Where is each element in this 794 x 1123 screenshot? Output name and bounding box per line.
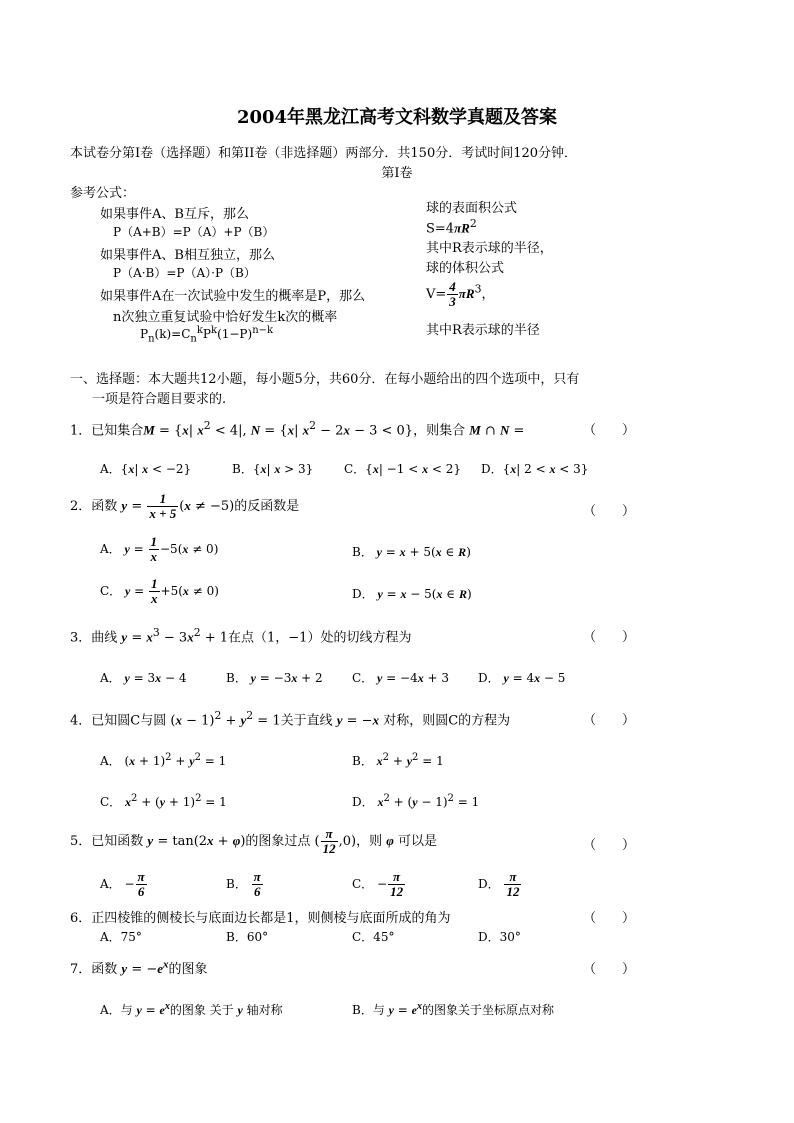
formula-left-6: n次独立重复试验中恰好发生k次的概率 [113,310,338,325]
q4-option-c: C． $x^2 + (y + 1)^2 = 1$ [100,793,227,809]
q2-option-d: D． y = x − 5(x ∈ R) [352,587,472,601]
q1-option-b: B．{x| x > 3} [232,462,314,476]
formula-right-2: $S=4\pi R^2$ [426,217,477,237]
formula-left-5: 如果事件A在一次试验中发生的概率是P，那么 [100,289,366,304]
q3-option-d: D． y = 4x − 5 [478,671,566,685]
formula-left-4: P（A·B）=P（A）·P（B） [113,266,256,280]
q4-option-b: B． $x^2 + y^2 = 1$ [352,752,444,768]
q2-option-a: A． y = $\frac{1}{x}$ −5(x ≠ 0) [100,534,219,564]
q5-answer-paren: （ ） [583,838,636,853]
q7-option-a: A．与 $y = e^x$的图象 关于 y 轴对称 [100,1001,283,1017]
q5-option-b: B． $\frac{\pi}{6}$ [226,869,261,899]
q4-option-a: A． $(x + 1)^2 + y^2 = 1$ [100,752,227,768]
q1-option-a: A．{x| x < −2} [100,462,192,476]
q3-answer-paren: （ ） [583,630,636,645]
q3-stem: 3．曲线 $y = x^3 - 3x^2 + 1$在点（1，−1）处的切线方程为 [70,626,412,646]
formula-left-1: 如果事件A、B互斥，那么 [100,207,249,222]
section-line-1: 一、选择题：本大题共12小题，每小题5分，共60分．在每小题给出的四个选项中，只有 [70,372,580,387]
q4-stem: 4．已知圆C与圆 $(x - 1)^2 + y^2 = 1$关于直线 y = −x 对称，则圆C的方程为 [70,709,511,729]
q2-answer-paren: （ ） [583,504,636,519]
q2-option-b: B． y = x + 5(x ∈ R) [352,545,471,559]
q3-option-c: C． y = −4x + 3 [352,671,450,685]
q5-option-c: C． − $\frac{\pi}{12}$ [352,869,404,899]
q5-stem: 5．已知函数 y = tan(2x + φ)的图象过点 ( $\frac{\pi}{12}$ ,0)，则 φ 可以是 [70,826,437,856]
q3-option-b: B． y = −3x + 2 [226,671,323,685]
formula-right-5: V= $\frac{4}{3}$ $\pi R^3$， [426,279,495,309]
formulas-heading: 参考公式： [70,186,136,201]
q4-answer-paren: （ ） [583,713,636,728]
q6-option-d: D．30° [478,930,521,944]
q1-answer-paren: （ ） [583,423,636,438]
q1-option-c: C．{x| −1 < x < 2} [344,462,462,476]
formula-left-2: P（A+B）=P（A）+P（B） [113,225,275,239]
q7-option-b: B．与 $y = e^x$的图象关于坐标原点对称 [352,1001,554,1017]
q1-option-d: D．{x| 2 < x < 3} [481,462,589,476]
q6-option-b: B．60° [226,930,269,944]
formula-right-4: 球的体积公式 [426,261,505,276]
q5-option-a: A． − $\frac{\pi}{6}$ [100,869,145,899]
q6-stem: 6．正四棱锥的侧棱长与底面边长都是1，则侧棱与底面所成的角为 [70,911,451,926]
q1-stem: 1．已知集合M = {x| $x^2 < 4|$, N = {x| $x^2 - 2x - 3 < 0$}，则集合 M ∩ N = [70,419,525,439]
q5-option-d: D． $\frac{\pi}{12}$ [478,869,520,899]
q4-option-d: D． $x^2 + (y - 1)^2 = 1$ [352,793,480,809]
formula-left-7: $P_n(k)=C_n^kP^k(1-P)^{n-k}$ [140,325,274,345]
q6-answer-paren: （ ） [583,911,636,926]
page-title: 2004年黑龙江高考文科数学真题及答案 [236,107,558,128]
q6-option-c: C．45° [352,930,395,944]
q7-stem: 7．函数 $y = -e^x$的图象 [70,958,208,977]
formula-right-3: 其中R表示球的半径， [426,241,553,256]
q7-answer-paren: （ ） [583,962,636,977]
formula-left-3: 如果事件A、B相互独立，那么 [100,248,275,263]
q3-option-a: A． y = 3x − 4 [100,671,187,685]
intro-text: 本试卷分第I卷（选择题）和第II卷（非选择题）两部分．共150分．考试时间120分钟． [70,146,578,161]
formula-right-6: 其中R表示球的半径 [426,323,540,338]
q6-option-a: A．75° [100,930,142,944]
q2-option-c: C． y = $\frac{1}{x}$ +5(x ≠ 0) [100,576,219,606]
q2-stem: 2．函数 y = $\frac{1}{x + 5}$ (x ≠ −5)的反函数是 [70,491,300,521]
formula-right-1: 球的表面积公式 [426,201,518,216]
volume-heading: 第I卷 [381,166,413,181]
section-line-2: 一项是符合题目要求的. [92,392,227,407]
